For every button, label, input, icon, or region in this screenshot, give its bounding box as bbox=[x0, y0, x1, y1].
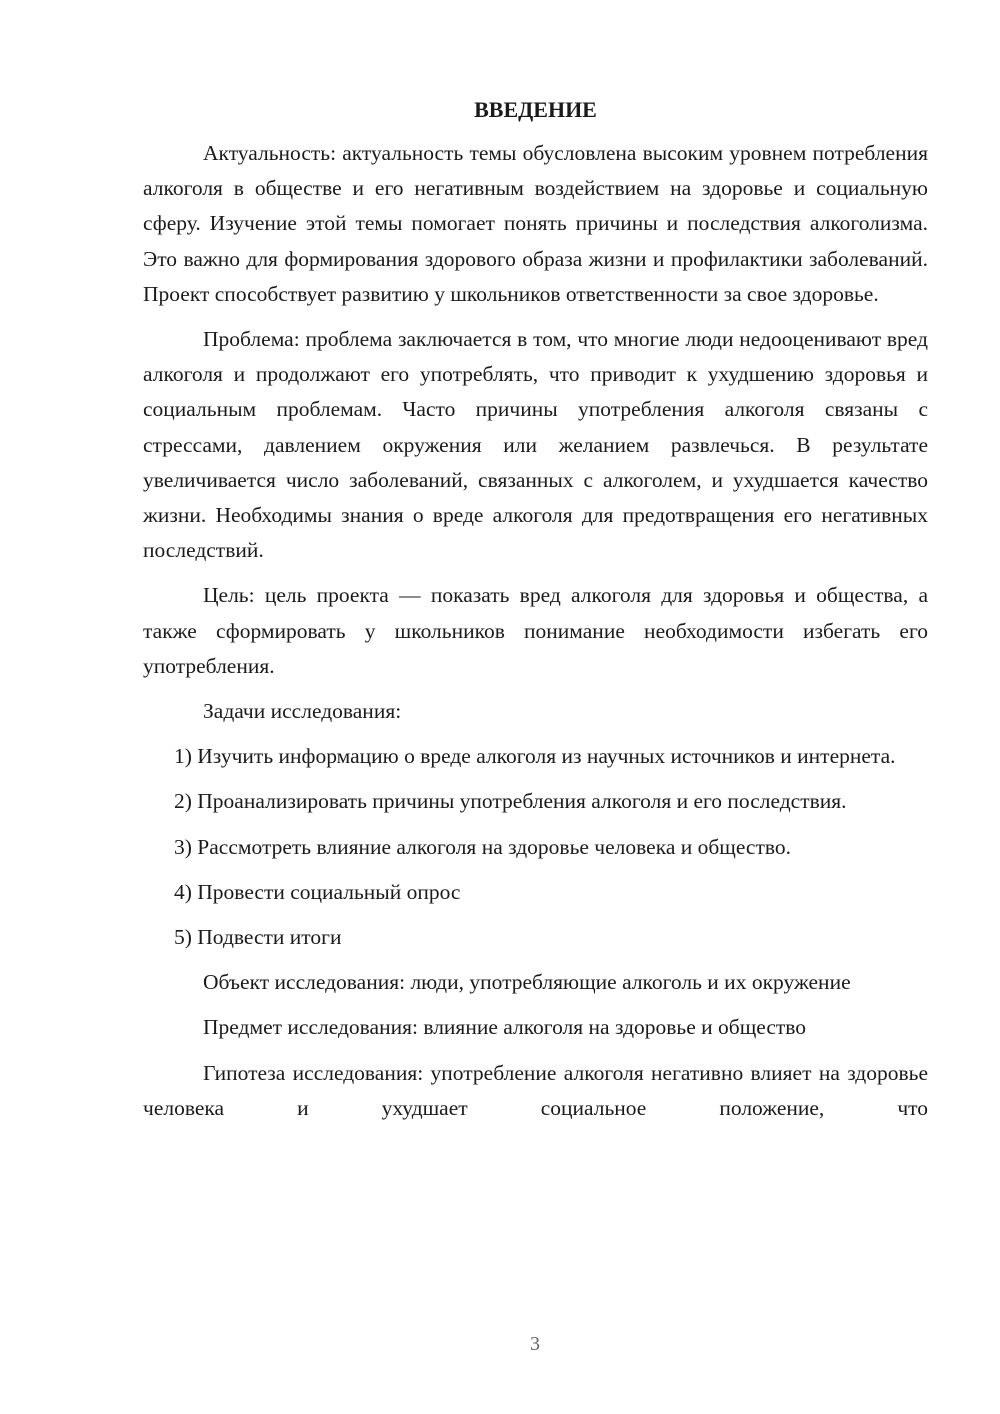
tasks-title: Задачи исследования: bbox=[203, 699, 402, 724]
task-item-2: 2) Проанализировать причины употребления алкоголя и его последствия. bbox=[174, 789, 847, 814]
page-content bbox=[143, 94, 928, 1136]
relevance-paragraph: Актуальность: актуальность темы обусловлена высоким уровнем потребления алкоголя в обществе и его негативным воздействием на здоровье и социальную сферу. Изучение этой темы помогает понять причины и последствия алкоголизма. Это важно для формирования здорового образа жизни и профилактики заболеваний. Проект способствует развитию у школьников ответственности за свое здоровье. bbox=[143, 141, 928, 306]
goal-paragraph: Цель: цель проекта — показать вред алкоголя для здоровья и общества, а также сформировать у школьников понимание необходимости избегать его употребления. bbox=[143, 583, 928, 678]
object-paragraph: Объект исследования: люди, употребляющие алкоголь и их окружение bbox=[203, 970, 851, 995]
subject-paragraph: Предмет исследования: влияние алкоголя на здоровье и общество bbox=[203, 1015, 807, 1040]
task-item-5: 5) Подвести итоги bbox=[174, 925, 342, 950]
task-item-3: 3) Рассмотреть влияние алкоголя на здоровье человека и общество. bbox=[174, 834, 792, 859]
section-heading: ВВЕДЕНИЕ bbox=[474, 97, 597, 122]
task-item-1: 1) Изучить информацию о вреде алкоголя из научных источников и интернета. bbox=[174, 744, 896, 769]
page-number: 3 bbox=[530, 1333, 540, 1355]
problem-paragraph: Проблема: проблема заключается в том, что многие люди недооценивают вред алкоголя и продолжают его употреблять, что приводит к ухудшению здоровья и социальным проблемам. Часто причины употребления алкоголя связаны с стрессами, давлением окружения или желанием развлечься. В результате увеличивается число заболеваний, связанных с алкоголем, и ухудшается качество жизни. Необходимы знания о вреде алкоголя для предотвращения его негативных последствий. bbox=[143, 327, 928, 563]
hypothesis-paragraph: Гипотеза исследования: употребление алкоголя негативно влияет на здоровье человека и ухудшает социальное положение, что bbox=[143, 1060, 928, 1120]
task-item-4: 4) Провести социальный опрос bbox=[174, 879, 461, 904]
